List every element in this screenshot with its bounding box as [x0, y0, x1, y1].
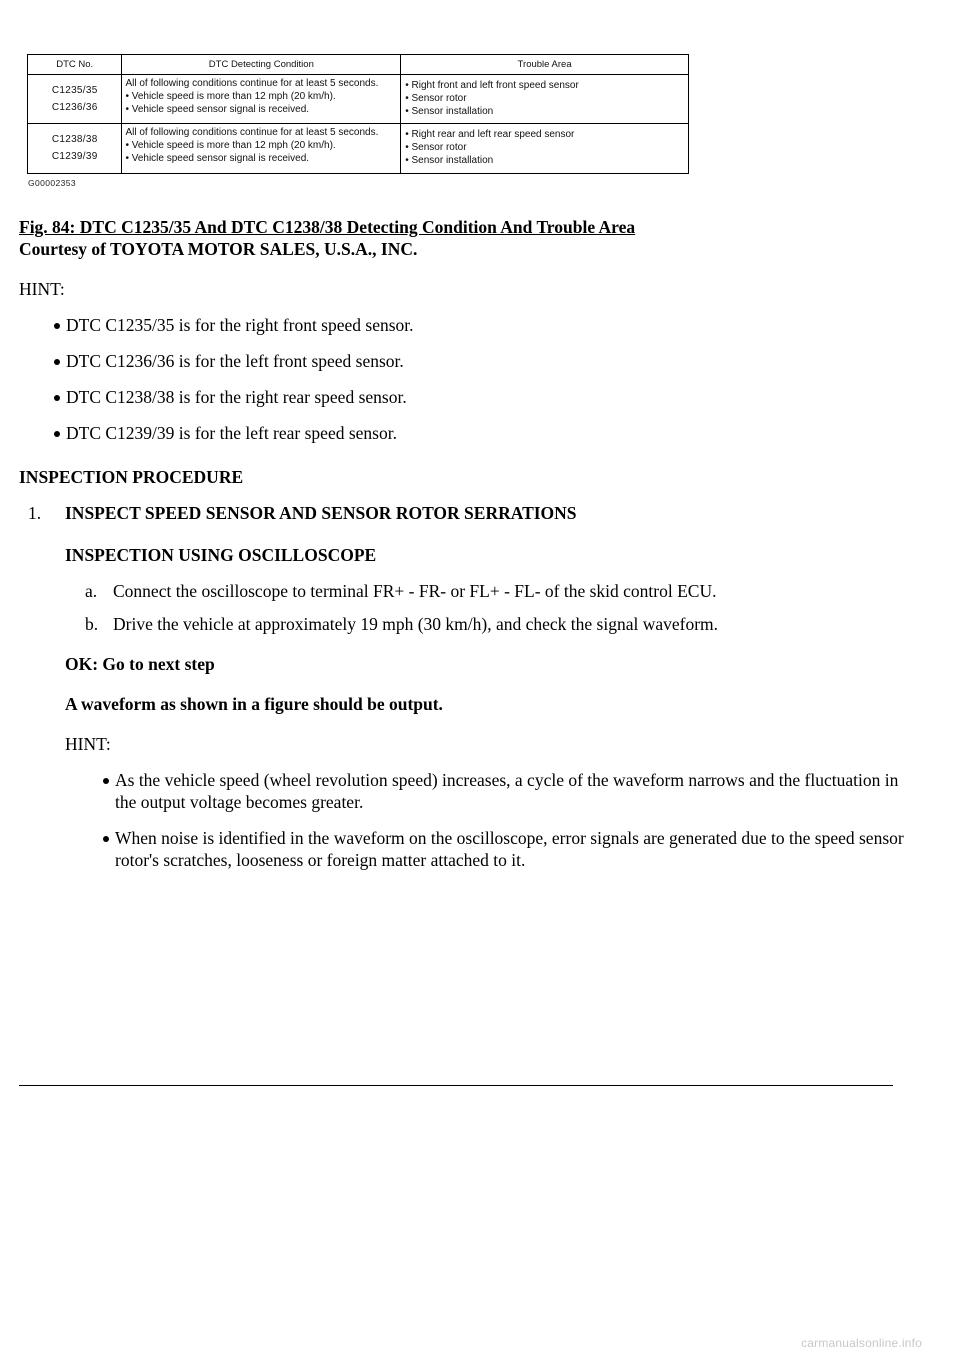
trouble-area-line: • Sensor installation	[405, 155, 494, 166]
list-item: DTC C1235/35 is for the right front speed sensor.	[66, 314, 899, 336]
list-item: DTC C1239/39 is for the left rear speed sensor.	[66, 422, 899, 444]
substep-text: Drive the vehicle at approximately 19 mph (30 km/h), and check the signal waveform.	[113, 614, 719, 634]
table-header-row	[28, 55, 689, 75]
substep-list	[65, 580, 899, 635]
dtc-figure	[27, 54, 689, 188]
figure-caption: Fig. 84: DTC C1235/35 And DTC C1238/38 Detecting Condition And Trouble Area	[19, 217, 636, 237]
condition-cell	[122, 75, 401, 124]
dtc-table	[27, 54, 689, 174]
dtc-code: C1239/39	[51, 151, 98, 162]
substep-letter: a.	[85, 581, 98, 601]
condition-line: All of following conditions continue for at least 5 seconds.	[125, 127, 379, 138]
dtc-code: C1238/38	[51, 134, 98, 145]
courtesy-line: Courtesy of TOYOTA MOTOR SALES, U.S.A., INC.	[19, 239, 418, 259]
hint-list	[65, 769, 905, 871]
dtc-code: C1235/35	[51, 85, 98, 96]
bullet-icon	[103, 836, 109, 842]
list-item: When noise is identified in the waveform on the oscilloscope, error signals are generated due to the speed sensor rotor's scratches, looseness or foreign matter attached to it.	[115, 827, 905, 871]
step-number: 1.	[28, 503, 42, 523]
bullet-icon	[54, 359, 60, 365]
trouble-area-line: • Sensor rotor	[405, 142, 467, 153]
trouble-area-cell	[401, 124, 689, 174]
step-subtitle: INSPECTION USING OSCILLOSCOPE	[65, 545, 377, 565]
bullet-icon	[54, 395, 60, 401]
bullet-icon	[54, 431, 60, 437]
figure-id: G00002353	[28, 178, 77, 188]
hint-label: HINT:	[65, 734, 111, 754]
list-item	[65, 580, 899, 602]
dtc-codes-cell	[28, 124, 122, 174]
document-body	[19, 216, 904, 885]
condition-cell	[122, 124, 401, 174]
dtc-codes-cell	[28, 75, 122, 124]
substep-text: Connect the oscilloscope to terminal FR+ - FR- or FL+ - FL- of the skid control ECU.	[113, 581, 717, 601]
hint-list	[19, 314, 899, 444]
procedure-step	[19, 502, 904, 871]
table-row	[28, 124, 689, 174]
page-divider	[19, 1085, 893, 1086]
list-item	[65, 613, 899, 635]
inspection-procedure-title: INSPECTION PROCEDURE	[19, 467, 244, 487]
trouble-area-line: • Sensor rotor	[405, 93, 467, 104]
hint-label: HINT:	[19, 279, 65, 299]
list-item: As the vehicle speed (wheel revolution speed) increases, a cycle of the waveform narrows and the fluctuation in the output voltage becomes greater.	[115, 769, 905, 813]
bullet-icon	[54, 323, 60, 329]
header-detecting-condition: DTC Detecting Condition	[122, 55, 401, 75]
header-dtc-no: DTC No.	[28, 55, 122, 75]
substep-letter: b.	[85, 614, 99, 634]
trouble-area-line: • Right rear and left rear speed sensor	[405, 129, 575, 140]
step-title: INSPECT SPEED SENSOR AND SENSOR ROTOR SERRATIONS	[65, 503, 577, 523]
condition-line: All of following conditions continue for at least 5 seconds.	[125, 78, 379, 89]
condition-line: • Vehicle speed is more than 12 mph (20 km/h).	[125, 91, 336, 102]
condition-line: • Vehicle speed sensor signal is received.	[125, 153, 310, 164]
dtc-code: C1236/36	[51, 102, 98, 113]
list-item: DTC C1236/36 is for the left front speed sensor.	[66, 350, 899, 372]
waveform-note: A waveform as shown in a figure should be output.	[65, 694, 443, 714]
list-item: DTC C1238/38 is for the right rear speed sensor.	[66, 386, 899, 408]
table-row	[28, 75, 689, 124]
trouble-area-cell	[401, 75, 689, 124]
trouble-area-line: • Sensor installation	[405, 106, 494, 117]
watermark: carmanualsonline.info	[801, 1336, 922, 1350]
ok-result: OK: Go to next step	[65, 654, 215, 674]
bullet-icon	[103, 778, 109, 784]
header-trouble-area: Trouble Area	[401, 55, 689, 75]
condition-line: • Vehicle speed is more than 12 mph (20 km/h).	[125, 140, 336, 151]
condition-line: • Vehicle speed sensor signal is received.	[125, 104, 310, 115]
trouble-area-line: • Right front and left front speed sensor	[405, 80, 579, 91]
